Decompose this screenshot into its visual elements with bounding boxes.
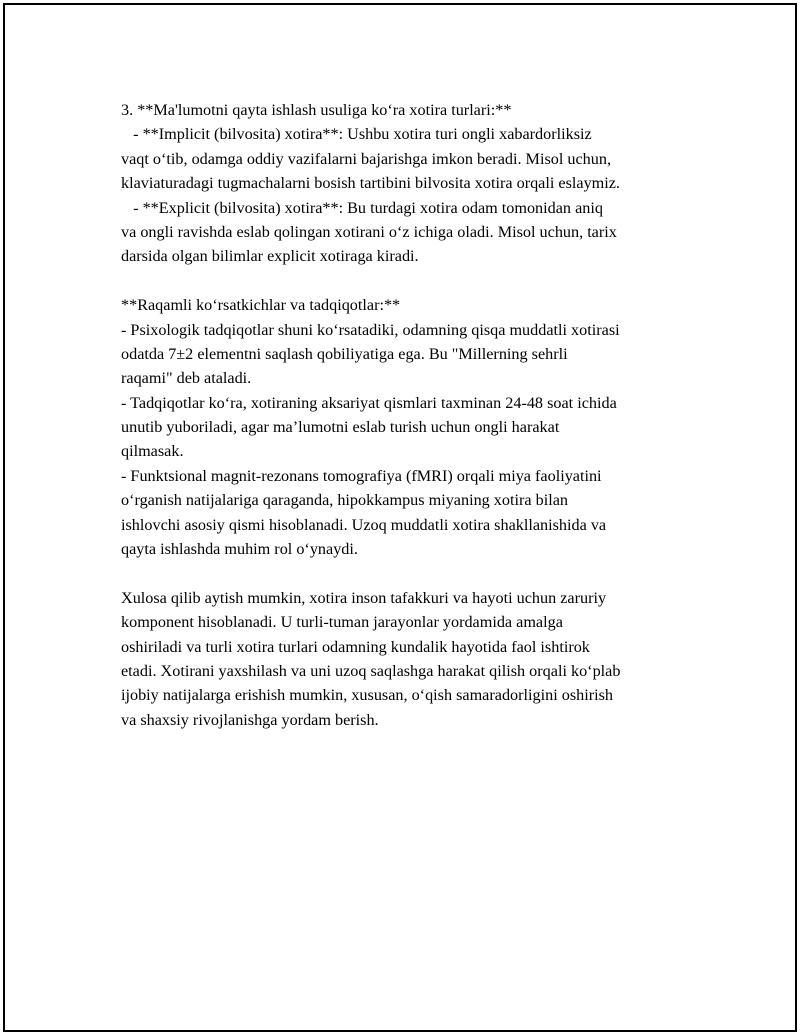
text-line: qilmasak.	[121, 442, 184, 461]
text-line: Xulosa qilib aytish mumkin, xotira inson tafakkuri va hayoti uchun zaruriy	[121, 588, 607, 607]
text-line: qayta ishlashda muhim rol o‘ynaydi.	[121, 540, 358, 559]
explicit-memory-paragraph	[121, 196, 701, 269]
text-line: - Funktsional magnit-rezonans tomografiya (fMRI) orqali miya faoliyatini	[121, 466, 602, 485]
text-line: va ongli ravishda eslab qolingan xotirani o‘z ichiga oladi. Misol uchun, tarix	[121, 222, 617, 241]
document-body	[121, 98, 701, 732]
text-line: raqami" deb ataladi.	[121, 369, 252, 388]
text-line: - **Explicit (bilvosita) xotira**: Bu turdagi xotira odam tomonidan aniq	[121, 198, 603, 217]
section-3-heading: 3. **Ma'lumotni qayta ishlash usuliga ko‘ra xotira turlari:**	[121, 101, 512, 119]
text-line: odatda 7±2 elementni saqlash qobiliyatiga ega. Bu "Millerning sehrli	[121, 344, 568, 363]
paragraph-spacer	[121, 269, 701, 293]
text-line: unutib yuboriladi, agar ma’lumotni eslab turish uchun ongli harakat	[121, 418, 560, 437]
stats-item-fmri	[121, 464, 701, 562]
stats-item-short-term-memory	[121, 318, 701, 391]
text-line: va shaxsiy rivojlanishga yordam berish.	[121, 710, 379, 729]
text-line: vaqt o‘tib, odamga oddiy vazifalarni bajarishga imkon beradi. Misol uchun,	[121, 149, 611, 168]
text-line: ishlovchi asosiy qismi hisoblanadi. Uzoq muddatli xotira shakllanishida va	[121, 515, 607, 534]
text-line: klaviaturadagi tugmachalarni bosish tartibini bilvosita xotira orqali eslaymiz.	[121, 174, 620, 193]
text-line: ijobiy natijalarga erishish mumkin, xususan, o‘qish samaradorligini oshirish	[121, 686, 614, 705]
stats-heading: **Raqamli ko‘rsatkichlar va tadqiqotlar:**	[121, 296, 401, 315]
implicit-memory-paragraph	[121, 122, 701, 195]
document-page	[3, 3, 797, 1032]
conclusion-paragraph	[121, 586, 701, 732]
text-line: oshiriladi va turli xotira turlari odamning kundalik hayotida faol ishtirok	[121, 637, 590, 656]
text-line: o‘rganish natijalariga qaraganda, hipokkampus miyaning xotira bilan	[121, 491, 568, 510]
paragraph-spacer	[121, 561, 701, 585]
text-line: - **Implicit (bilvosita) xotira**: Ushbu xotira turi ongli xabardorliksiz	[121, 125, 592, 144]
text-line: etadi. Xotirani yaxshilash va uni uzoq saqlashga harakat qilish orqali ko‘plab	[121, 661, 621, 680]
text-line: - Psixologik tadqiqotlar shuni ko‘rsatadiki, odamning qisqa muddatli xotirasi	[121, 320, 620, 339]
text-line: - Tadqiqotlar ko‘ra, xotiraning aksariyat qismlari taxminan 24-48 soat ichida	[121, 393, 617, 412]
stats-item-forgetting	[121, 391, 701, 464]
text-line: darsida olgan bilimlar explicit xotiraga kiradi.	[121, 247, 419, 266]
text-line: komponent hisoblanadi. U turli-tuman jarayonlar yordamida amalga	[121, 613, 563, 632]
